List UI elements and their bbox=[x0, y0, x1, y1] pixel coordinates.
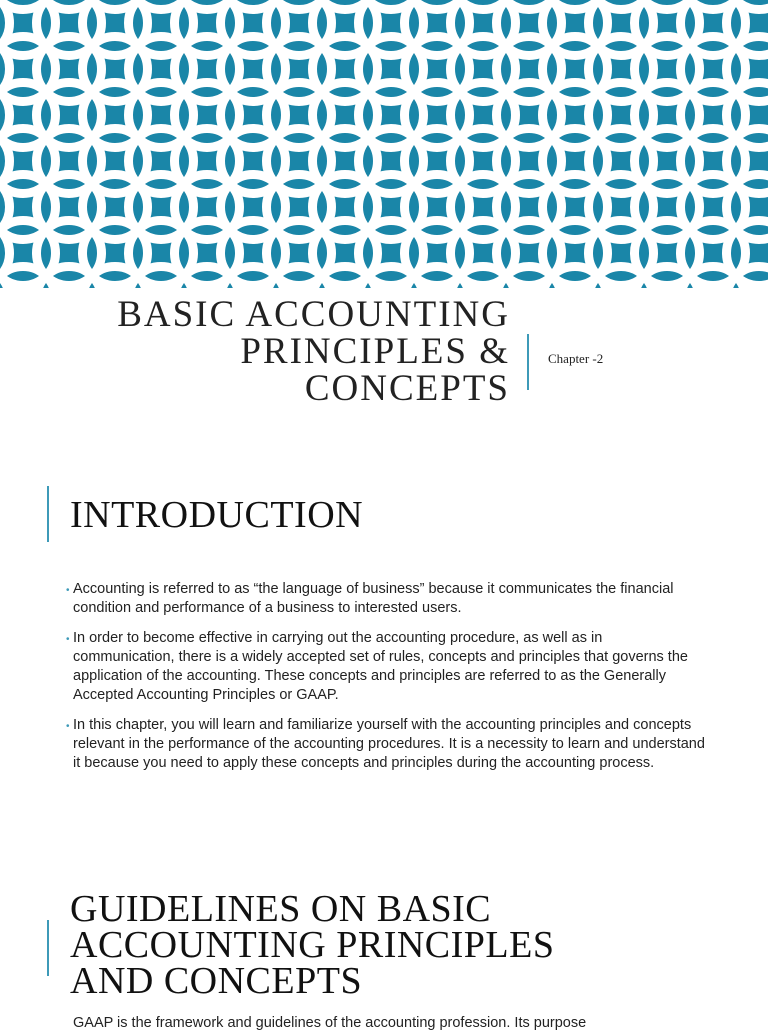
introduction-accent-bar bbox=[47, 486, 49, 542]
list-item bbox=[66, 580, 706, 619]
bullet-text: In order to become effective in carrying out the accounting procedure, as well as in communication, there is a widely accepted set of rules, concepts and principles that governs the application of the accounting. These concepts and principles are referred to as the Generally Accepted Accounting Principles or GAAP. bbox=[73, 630, 688, 704]
guidelines-heading-line-2: ACCOUNTING PRINCIPLES bbox=[70, 927, 750, 963]
guidelines-heading-line-1: GUIDELINES ON BASIC bbox=[70, 891, 750, 927]
title-line-3: CONCEPTS bbox=[40, 370, 510, 407]
list-item bbox=[66, 629, 706, 706]
bullet-dot-icon: • bbox=[66, 717, 70, 736]
title-line-2: PRINCIPLES & bbox=[40, 333, 510, 370]
guidelines-accent-bar bbox=[47, 920, 49, 976]
guidelines-heading-line-3: AND CONCEPTS bbox=[70, 963, 750, 999]
guidelines-heading bbox=[70, 891, 750, 999]
introduction-bullet-list bbox=[66, 580, 706, 784]
introduction-heading: INTRODUCTION bbox=[70, 497, 363, 533]
bullet-dot-icon: • bbox=[66, 581, 70, 600]
title-line-1: BASIC ACCOUNTING bbox=[40, 296, 510, 333]
circle-lattice-pattern bbox=[0, 0, 768, 288]
chapter-label: Chapter -2 bbox=[548, 351, 603, 367]
bullet-text: In this chapter, you will learn and familiarize yourself with the accounting principles and concepts relevant in the performance of the accounting procedures. It is a necessity to learn and understand it because you need to apply these concepts and principles during the accounting process. bbox=[73, 717, 705, 772]
decorative-pattern-banner bbox=[0, 0, 768, 288]
list-item bbox=[66, 716, 706, 774]
slide-title bbox=[40, 296, 510, 407]
bullet-dot-icon: • bbox=[66, 630, 70, 649]
title-divider bbox=[527, 334, 529, 390]
guidelines-partial-text: GAAP is the framework and guidelines of the accounting profession. Its purpose bbox=[73, 1014, 753, 1033]
bullet-text: Accounting is referred to as “the language of business” because it communicates the financial condition and performance of a business to interested users. bbox=[73, 581, 673, 616]
